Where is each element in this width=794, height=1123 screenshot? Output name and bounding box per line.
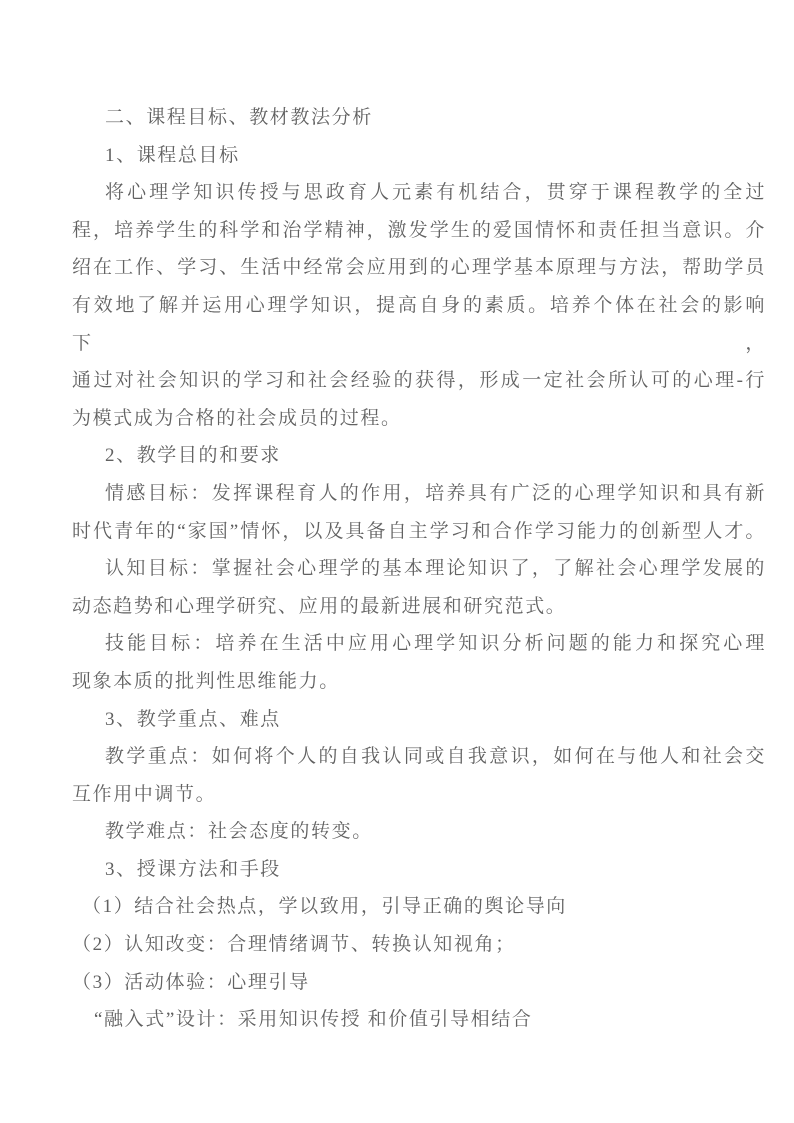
text-line: 时代青年的“家国”情怀，以及具备自主学习和合作学习能力的创新型人才。 xyxy=(72,520,766,542)
text-line: 教学重点：如何将个人的自我认同或自我意识，如何在与他人和社会交 xyxy=(105,746,766,768)
text-line: “融入式”设计：采用知识传授 和价值引导相结合 xyxy=(94,1009,533,1031)
text-line: 互作用中调节。 xyxy=(72,783,217,805)
text-line: 将心理学知识传授与思政育人元素有机结合，贯穿于课程教学的全过 xyxy=(105,182,766,204)
section-title: 3、授课方法和手段 xyxy=(105,858,281,880)
text-line: 通过对社会知识的学习和社会经验的获得，形成一定社会所认可的心理-行 xyxy=(72,370,766,392)
text-line: 绍在工作、学习、生活中经常会应用到的心理学基本原理与方法，帮助学员 xyxy=(72,257,766,279)
list-item: （1）结合社会热点，学以致用，引导正确的舆论导向 xyxy=(82,896,567,918)
text-line: 程，培养学生的科学和治学精神，激发学生的爱国情怀和责任担当意识。介 xyxy=(72,219,766,241)
doc-heading: 二、课程目标、教材教法分析 xyxy=(105,107,373,128)
list-item: （2）认知改变：合理情绪调节、转换认知视角； xyxy=(72,934,516,956)
text-line: 技能目标：培养在生活中应用心理学知识分析问题的能力和探究心理 xyxy=(105,633,766,655)
text-line: 现象本质的批判性思维能力。 xyxy=(72,670,340,692)
section-title: 2、教学目的和要求 xyxy=(105,445,281,467)
text-line: 动态趋势和心理学研究、应用的最新进展和研究范式。 xyxy=(72,595,567,617)
text-line: 情感目标：发挥课程育人的作用，培养具有广泛的心理学知识和具有新 xyxy=(105,482,766,504)
text-line: 有效地了解并运用心理学知识，提高自身的素质。培养个体在社会的影响下， xyxy=(72,294,766,354)
list-item: （3）活动体验：心理引导 xyxy=(72,971,310,993)
text-line: 教学难点：社会态度的转变。 xyxy=(105,821,373,843)
section-title: 3、教学重点、难点 xyxy=(105,708,281,730)
text-line: 为模式成为合格的社会成员的过程。 xyxy=(72,407,402,429)
section-title: 1、课程总目标 xyxy=(105,144,240,166)
text-line: 认知目标：掌握社会心理学的基本理论知识了，了解社会心理学发展的 xyxy=(105,558,766,580)
document-body xyxy=(72,99,766,1039)
